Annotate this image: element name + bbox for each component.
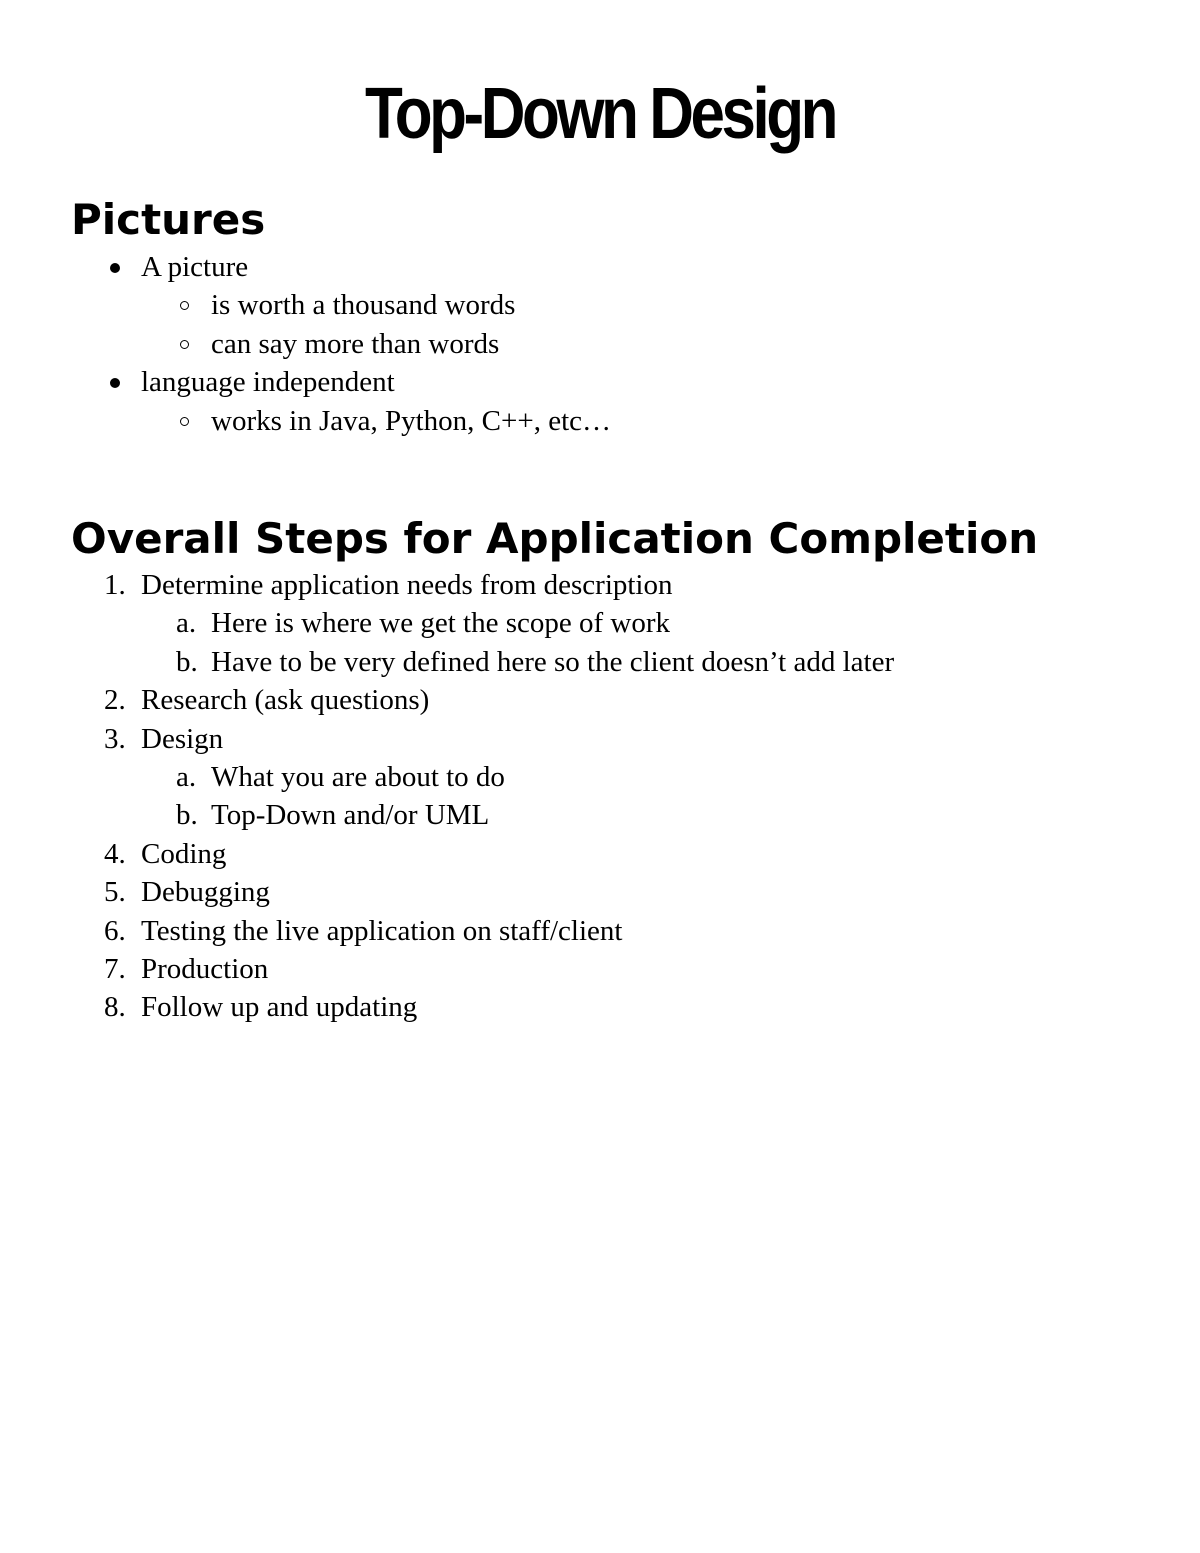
sub-list-letter: b. (176, 799, 198, 832)
list-item-text: Follow up and updating (141, 991, 418, 1024)
list-number: 8. (104, 991, 126, 1024)
list-item-text: Production (141, 952, 269, 985)
list-item-text: Debugging (141, 876, 270, 909)
sub-list-item-text: What you are about to do (211, 760, 505, 793)
sub-list-item-text: Have to be very defined here so the client doesn’t add later (211, 645, 895, 678)
section-heading-steps: Overall Steps for Application Completion (71, 514, 1039, 563)
list-number: 6. (104, 914, 126, 947)
list-item-text: Design (141, 722, 224, 755)
sub-list-item-text: is worth a thousand words (211, 289, 516, 322)
list-item-text: Coding (141, 837, 227, 870)
list-number: 5. (104, 876, 126, 909)
sub-list-item-text: works in Java, Python, C++, etc… (211, 404, 612, 437)
sub-list-letter: a. (176, 607, 197, 640)
sub-list-item-text: Top-Down and/or UML (211, 799, 490, 832)
section-heading-pictures: Pictures (71, 195, 266, 244)
sub-list-letter: a. (176, 760, 197, 793)
bullet-icon (108, 363, 122, 401)
list-number: 7. (104, 952, 126, 985)
list-number: 2. (104, 684, 126, 717)
hollow-bullet-icon (178, 325, 192, 363)
list-number: 1. (104, 569, 126, 601)
hollow-bullet-icon (178, 286, 192, 324)
list-item-text: A picture (141, 251, 249, 283)
list-item-text: language independent (141, 366, 395, 399)
hollow-bullet-icon (178, 402, 192, 440)
sub-list-letter: b. (176, 645, 198, 678)
bullet-icon (108, 248, 122, 286)
list-item-text: Testing the live application on staff/client (141, 914, 623, 947)
list-number: 3. (104, 722, 126, 755)
list-number: 4. (104, 837, 126, 870)
list-item-text: Research (ask questions) (141, 684, 430, 717)
list-item-text: Determine application needs from description (141, 569, 673, 601)
sub-list-item-text: can say more than words (211, 327, 500, 360)
page-title: Top-Down Design (364, 74, 836, 154)
sub-list-item-text: Here is where we get the scope of work (211, 607, 670, 640)
